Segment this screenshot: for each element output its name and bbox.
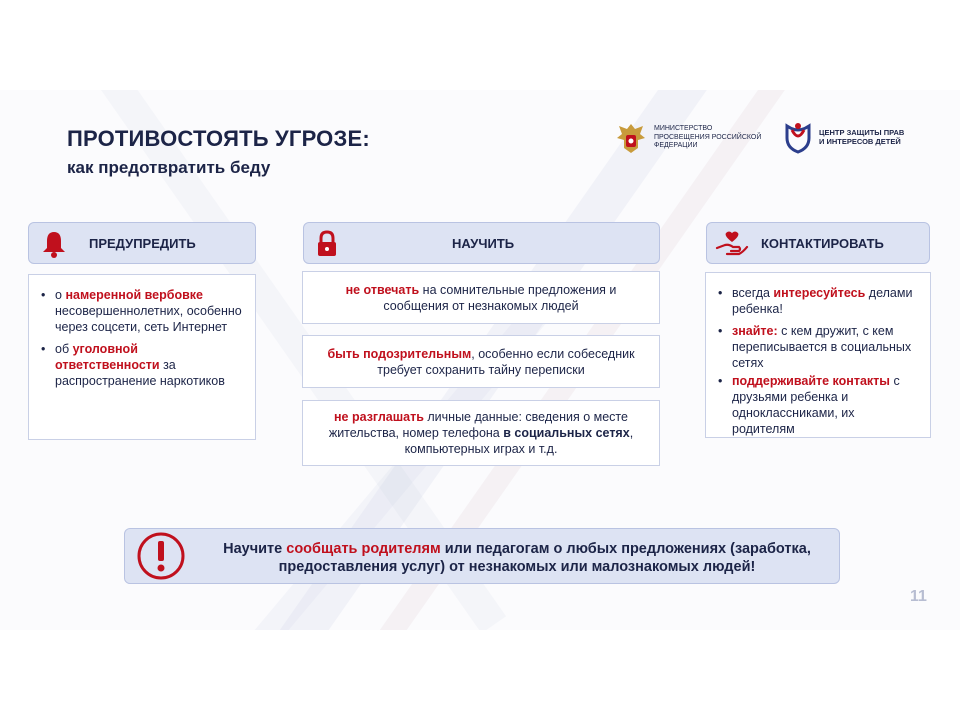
list-item [718, 373, 920, 437]
text-segment: всегда [732, 286, 774, 300]
ministry-logo-text: МИНИСТЕРСТВО ПРОСВЕЩЕНИЯ РОССИЙСКОЙ ФЕДЕРАЦИИ [654, 125, 762, 150]
text-segment: с кем дружит, с кем переписывается в социальных сетях [732, 324, 912, 370]
highlight-text: знайте: [732, 324, 778, 338]
eagle-emblem-icon [614, 120, 648, 156]
slide-subtitle: как предотвратить беду [67, 158, 271, 177]
text-segment: Научите [223, 541, 287, 557]
highlight-text: не разглашать [334, 410, 424, 424]
text-segment: , особенно если собеседник требует сохранить тайну переписки [377, 346, 635, 377]
text-segment: , компьютерных играх и т.д. [404, 426, 634, 456]
slide [0, 90, 960, 630]
highlight-text: намеренной вербовке [65, 288, 203, 302]
warn-header [28, 222, 256, 264]
teach-header-label: НАУЧИТЬ [452, 235, 515, 251]
alert-banner [124, 528, 840, 584]
warn-header-label: ПРЕДУПРЕДИТЬ [89, 235, 196, 251]
text-segment: делами ребенка! [732, 286, 913, 316]
teach-card-3 [302, 400, 660, 466]
teach-card-1 [302, 271, 660, 324]
text-segment: об [55, 342, 73, 356]
slide-title: ПРОТИВОСТОЯТЬ УГРОЗЕ: [67, 126, 370, 151]
text-segment: на сомнительные предложения и сообщения от незнакомых людей [383, 282, 617, 313]
list-item [718, 323, 920, 371]
warn-card [28, 274, 256, 440]
list-item [718, 285, 920, 317]
contact-header-label: КОНТАКТИРОВАТЬ [761, 235, 884, 251]
text-segment: или педагогам о любых предложениях (заработка, предоставления услуг) от незнакомых или малознакомых людей! [278, 541, 811, 575]
bell-icon [41, 230, 67, 258]
exclamation-icon [135, 527, 187, 585]
text-segment: несовершеннолетних, особенно через соцсети, сеть Интернет [55, 304, 242, 334]
highlight-text: уголовной ответственности [55, 342, 160, 372]
highlight-text: быть подозрительным [327, 346, 472, 361]
alert-text [207, 540, 827, 576]
highlight-text: не отвечать [345, 282, 420, 297]
teach-card-2 [302, 335, 660, 388]
highlight-text: поддерживайте контакты [732, 374, 890, 388]
teach-header [303, 222, 660, 264]
ministry-logo [614, 120, 764, 156]
heart-hand-icon [715, 230, 749, 258]
lock-icon [316, 230, 338, 258]
highlight-text: сообщать родителям [286, 541, 441, 557]
center-emblem-icon [783, 120, 813, 154]
contact-header [706, 222, 930, 264]
list-item [41, 287, 245, 335]
highlight-text: интересуйтесь [773, 286, 866, 300]
page-number: 11 [910, 588, 927, 605]
bold-text: в социальных сетях [503, 426, 630, 440]
text-segment: личные данные: сведения о месте жительства, номер телефона [328, 410, 628, 440]
contact-card [705, 272, 931, 438]
text-segment: о [55, 288, 66, 302]
text-segment: за распространение наркотиков [55, 358, 225, 388]
text-segment: с друзьями ребенка и одноклассниками, их родителям [732, 374, 900, 436]
center-logo-text: ЦЕНТР ЗАЩИТЫ ПРАВ И ИНТЕРЕСОВ ДЕТЕЙ [819, 128, 905, 146]
list-item [41, 341, 245, 389]
center-logo [783, 120, 909, 154]
